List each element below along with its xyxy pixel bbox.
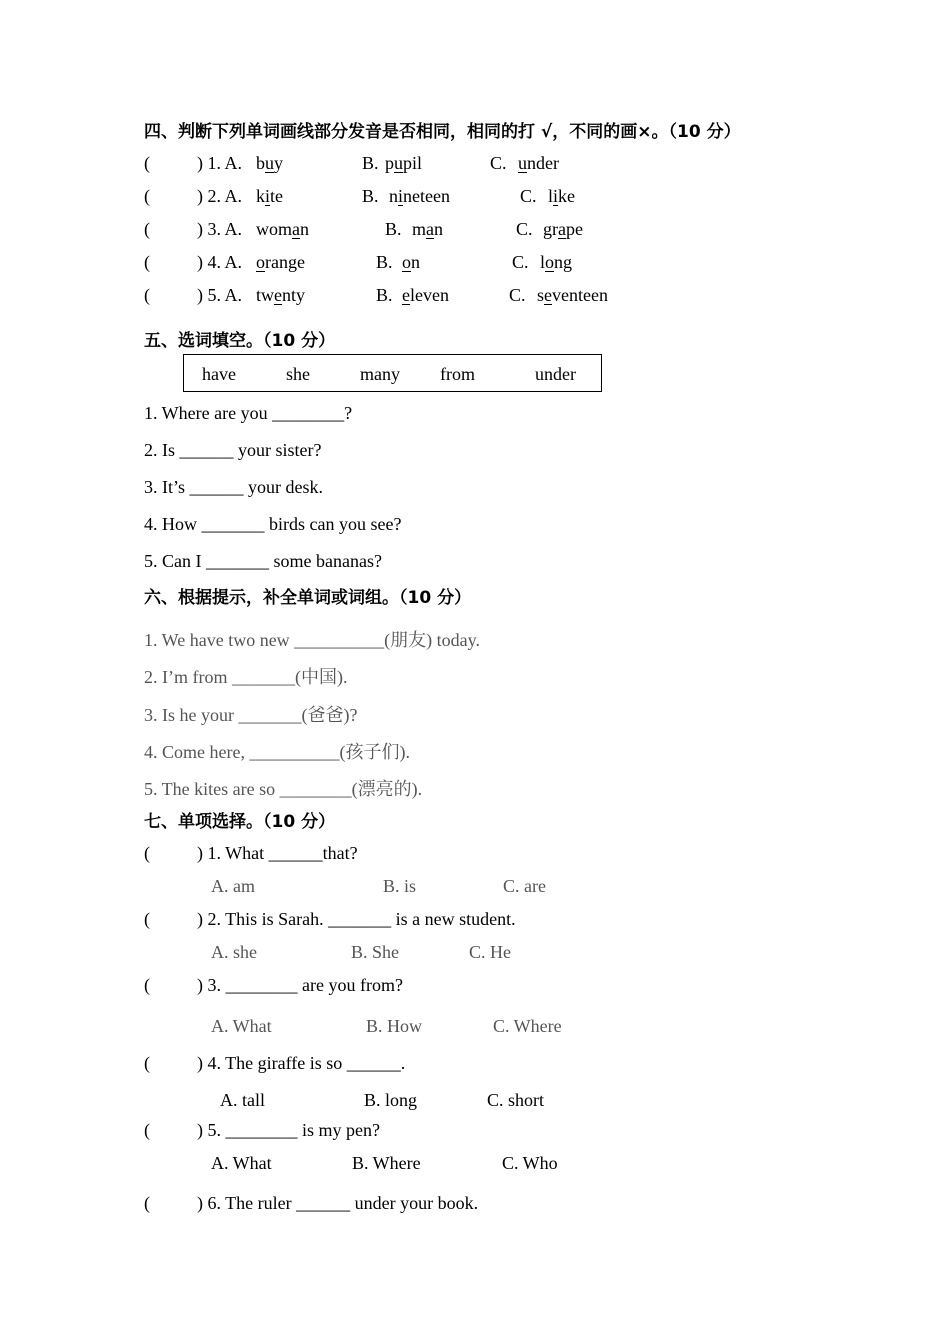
word-bank-word: she: [286, 364, 310, 384]
question-text: ) 4. The giraffe is so ______.: [197, 1053, 406, 1073]
option-a-word: [256, 186, 283, 207]
option-b-label: B.: [362, 186, 379, 206]
word-hint-item: 1. We have two new __________(朋友) today.: [144, 630, 480, 650]
word-part: n: [300, 219, 309, 239]
option-a-word: [256, 153, 283, 174]
question-text: ) 3. ________ are you from?: [197, 975, 403, 995]
option-c-word: [543, 219, 583, 240]
word-bank-word: under: [535, 364, 576, 384]
underlined-sound: o: [402, 252, 411, 272]
word-part: leven: [410, 285, 449, 305]
underlined-sound: o: [545, 252, 555, 272]
option-c-label: C.: [520, 186, 537, 206]
underlined-sound: u: [518, 153, 527, 173]
underlined-sound: o: [256, 252, 265, 272]
option-c-label: C.: [512, 252, 529, 272]
word-part: pe: [566, 219, 583, 239]
word-part: wom: [256, 219, 292, 239]
underlined-sound: i: [553, 186, 559, 206]
option-b-word: [402, 252, 420, 273]
word-part: te: [270, 186, 284, 206]
section-7-heading: 七、单项选择。（10 分）: [144, 812, 336, 832]
option-a-word: [256, 219, 309, 240]
option-b: B. Where: [352, 1153, 421, 1173]
option-c: C. short: [487, 1090, 545, 1110]
question-paren: (: [144, 843, 150, 863]
word-part: venteen: [552, 285, 608, 305]
word-part: nder: [527, 153, 559, 173]
option-b-word: [389, 186, 450, 207]
option-b: B. long: [364, 1090, 418, 1110]
option-b-word: [402, 285, 449, 306]
question-text: ) 6. The ruler ______ under your book.: [197, 1193, 479, 1213]
word-part: b: [256, 153, 265, 173]
option-b-label: B.: [385, 219, 402, 239]
word-part: l: [548, 186, 554, 206]
question-text: ) 1. What ______that?: [197, 843, 358, 863]
word-part: range: [265, 252, 305, 272]
question-paren: (: [144, 909, 150, 929]
option-b-label: B.: [376, 252, 393, 272]
option-c-word: [537, 285, 608, 306]
word-part: neteen: [403, 186, 450, 206]
question-text: ) 2. This is Sarah. _______ is a new student.: [197, 909, 516, 929]
word-hint-item: 2. I’m from _______(中国).: [144, 667, 348, 687]
option-b-word: [412, 219, 443, 240]
option-c-label: C.: [516, 219, 533, 239]
underlined-sound: i: [398, 186, 404, 206]
underlined-sound: i: [265, 186, 271, 206]
word-part: pil: [403, 153, 423, 173]
option-c: C. are: [503, 876, 546, 896]
word-part: tw: [256, 285, 274, 305]
word-bank-word: have: [202, 364, 236, 384]
answer-paren: (: [144, 252, 150, 272]
underlined-sound: u: [394, 153, 403, 173]
word-part: p: [385, 153, 394, 173]
option-c-word: [540, 252, 572, 273]
question-paren: (: [144, 1120, 150, 1140]
word-bank-box: [183, 354, 602, 392]
word-part: m: [412, 219, 427, 239]
word-hint-item: 3. Is he your _______(爸爸)?: [144, 705, 358, 725]
fill-blank-item: 5. Can I _______ some bananas?: [144, 551, 382, 571]
option-b: B. She: [351, 942, 400, 962]
underlined-sound: e: [402, 285, 410, 305]
word-part: gr: [543, 219, 558, 239]
question-paren: (: [144, 1193, 150, 1213]
fill-blank-item: 3. It’s ______ your desk.: [144, 477, 323, 497]
underlined-sound: a: [558, 219, 566, 239]
question-text: ) 5. ________ is my pen?: [197, 1120, 380, 1140]
question-paren: (: [144, 1053, 150, 1073]
underlined-sound: u: [265, 153, 274, 173]
option-a: A. What: [211, 1016, 272, 1036]
option-c-word: [548, 186, 575, 207]
option-c-word: [518, 153, 559, 174]
section-6-heading: 六、根据提示，补全单词或词组。（10 分）: [144, 588, 472, 608]
word-hint-item: 5. The kites are so ________(漂亮的).: [144, 779, 423, 799]
question-number: ) 2. A.: [197, 186, 242, 206]
word-bank-word: many: [360, 364, 400, 384]
fill-blank-item: 4. How _______ birds can you see?: [144, 514, 402, 534]
option-c: C. Where: [493, 1016, 562, 1036]
question-paren: (: [144, 975, 150, 995]
option-b: B. is: [383, 876, 417, 896]
answer-paren: (: [144, 219, 150, 239]
option-a: A. What: [211, 1153, 272, 1173]
answer-paren: (: [144, 153, 150, 173]
word-part: ng: [554, 252, 573, 272]
underlined-sound: a: [426, 219, 435, 239]
word-part: k: [256, 186, 265, 206]
option-b: B. How: [366, 1016, 423, 1036]
option-b-label: B.: [362, 153, 379, 173]
fill-blank-item: 1. Where are you ________?: [144, 403, 353, 423]
word-part: ke: [558, 186, 576, 206]
option-b-word: [385, 153, 422, 174]
word-part: n: [389, 186, 398, 206]
question-number: ) 3. A.: [197, 219, 242, 239]
section-5-heading: 五、选词填空。（10 分）: [144, 331, 336, 351]
question-number: ) 4. A.: [197, 252, 242, 272]
option-b-label: B.: [376, 285, 393, 305]
word-hint-item: 4. Come here, __________(孩子们).: [144, 742, 410, 762]
option-a: A. am: [211, 876, 255, 896]
word-part: y: [274, 153, 283, 173]
option-c-label: C.: [490, 153, 507, 173]
underlined-sound: e: [544, 285, 553, 305]
underlined-sound: a: [292, 219, 300, 239]
option-c: C. Who: [502, 1153, 558, 1173]
option-a: A. tall: [220, 1090, 265, 1110]
option-a: A. she: [211, 942, 257, 962]
question-number: ) 1. A.: [197, 153, 242, 173]
answer-paren: (: [144, 285, 150, 305]
option-a-word: [256, 285, 305, 306]
fill-blank-item: 2. Is ______ your sister?: [144, 440, 322, 460]
word-bank-word: from: [440, 364, 475, 384]
answer-paren: (: [144, 186, 150, 206]
word-part: l: [540, 252, 546, 272]
option-a-word: [256, 252, 305, 273]
underlined-sound: e: [274, 285, 282, 305]
word-part: nty: [282, 285, 306, 305]
option-c-label: C.: [509, 285, 526, 305]
word-part: s: [537, 285, 545, 305]
question-number: ) 5. A.: [197, 285, 242, 305]
word-part: n: [411, 252, 420, 272]
word-part: n: [434, 219, 444, 239]
option-c: C. He: [469, 942, 511, 962]
section-4-heading: 四、判断下列单词画线部分发音是否相同，相同的打 √，不同的画×。（10 分）: [144, 122, 741, 142]
